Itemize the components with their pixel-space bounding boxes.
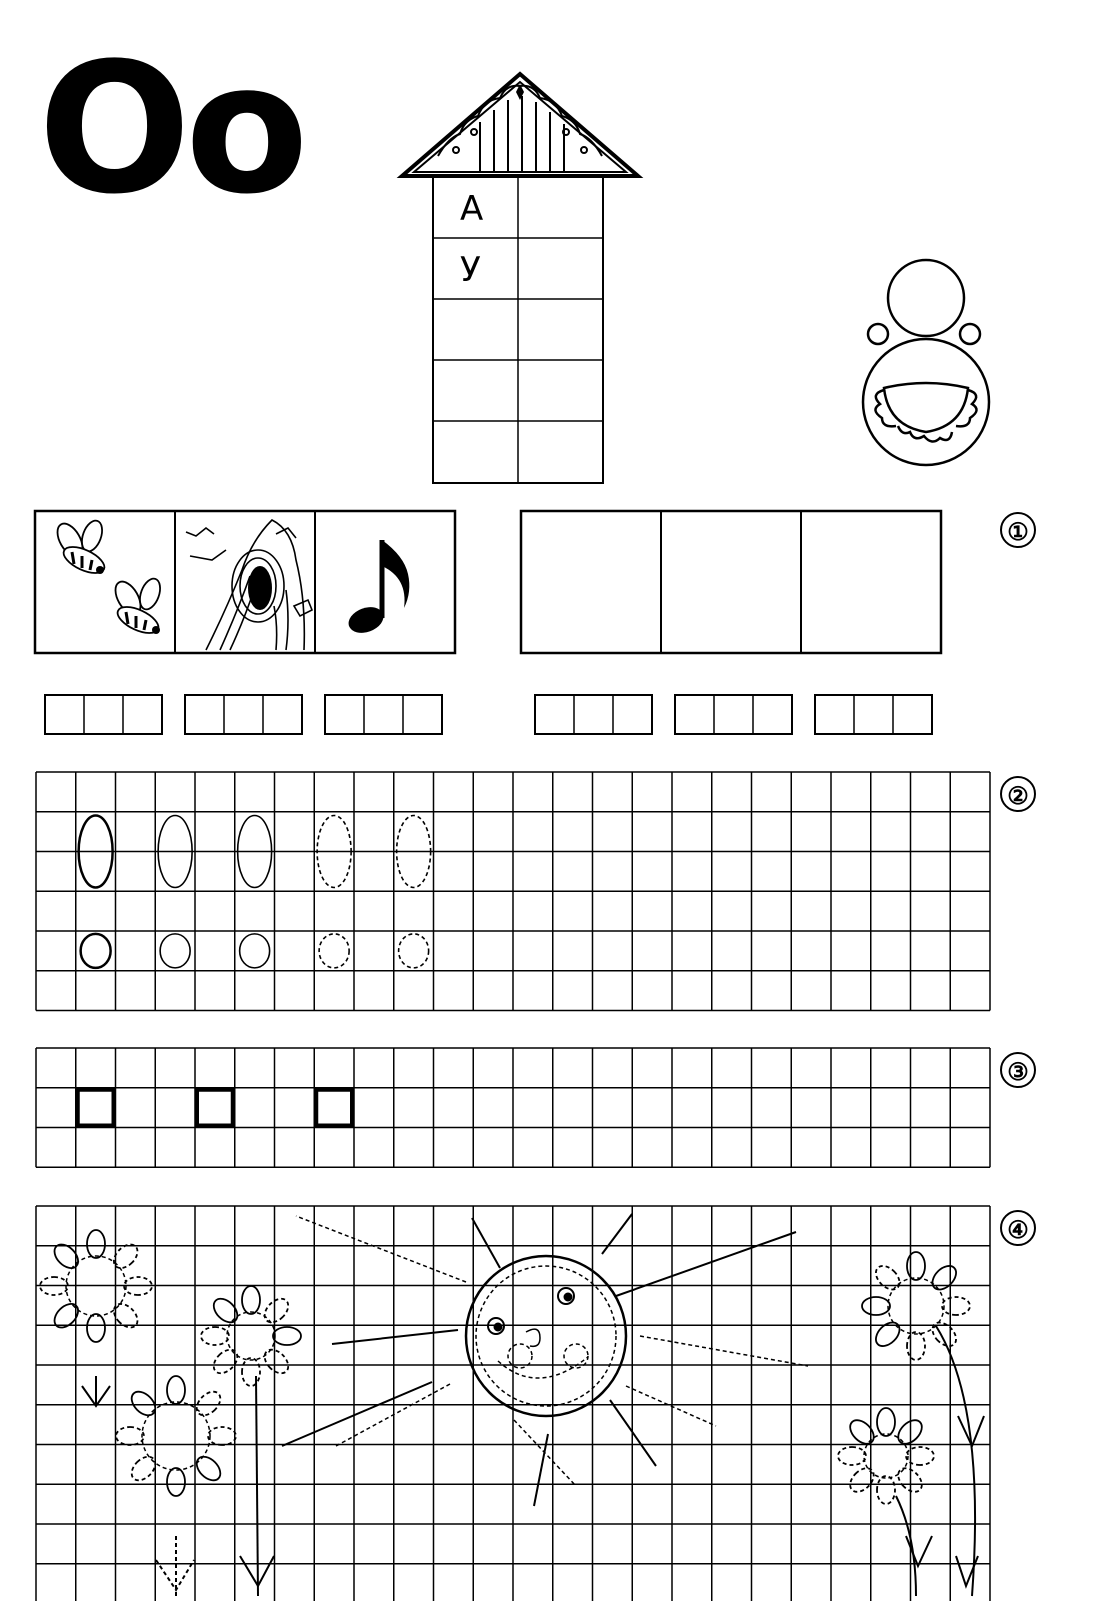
house-roof: [398, 70, 643, 180]
small-oval-sample: [160, 934, 190, 968]
sound-scheme-group[interactable]: [325, 695, 442, 734]
small-oval-sample: [319, 934, 349, 968]
sound-scheme-group[interactable]: [45, 695, 162, 734]
small-oval-sample: [81, 934, 111, 968]
flower-drawing: [862, 1252, 970, 1360]
exercise-number-1: ①: [1000, 512, 1036, 548]
house-cell-letter-a: А: [460, 189, 484, 229]
flower-drawing: [838, 1408, 934, 1504]
flower-stems: [82, 1326, 984, 1596]
sound-scheme-group[interactable]: [675, 695, 792, 734]
sound-scheme-boxes[interactable]: [44, 694, 936, 736]
small-oval-sample: [240, 934, 270, 968]
exercise-number-4: ④: [1000, 1210, 1036, 1246]
bold-square-sample: [197, 1090, 233, 1126]
flower-drawing: [201, 1286, 301, 1386]
sun-drawing: [282, 1214, 808, 1506]
flower-drawing: [116, 1376, 236, 1496]
sound-scheme-group[interactable]: [185, 695, 302, 734]
small-oval-sample: [399, 934, 429, 968]
music-note-icon: [316, 512, 454, 650]
bees-icon: [36, 512, 174, 650]
letter-o-character-icon: [858, 258, 990, 468]
house-cell-letter-u: У: [460, 250, 481, 290]
sound-scheme-group[interactable]: [815, 695, 932, 734]
tree-hollow-icon: [176, 512, 314, 650]
task2-grid[interactable]: [36, 772, 990, 1012]
task3-grid[interactable]: [36, 1048, 990, 1168]
bold-square-sample: [78, 1090, 114, 1126]
exercise-number-3: ③: [1000, 1052, 1036, 1088]
sound-scheme-group[interactable]: [535, 695, 652, 734]
task4-drawing-grid[interactable]: [36, 1206, 990, 1596]
letter-title: Oo: [38, 25, 303, 234]
bold-square-sample: [316, 1090, 352, 1126]
exercise-number-2: ②: [1000, 776, 1036, 812]
